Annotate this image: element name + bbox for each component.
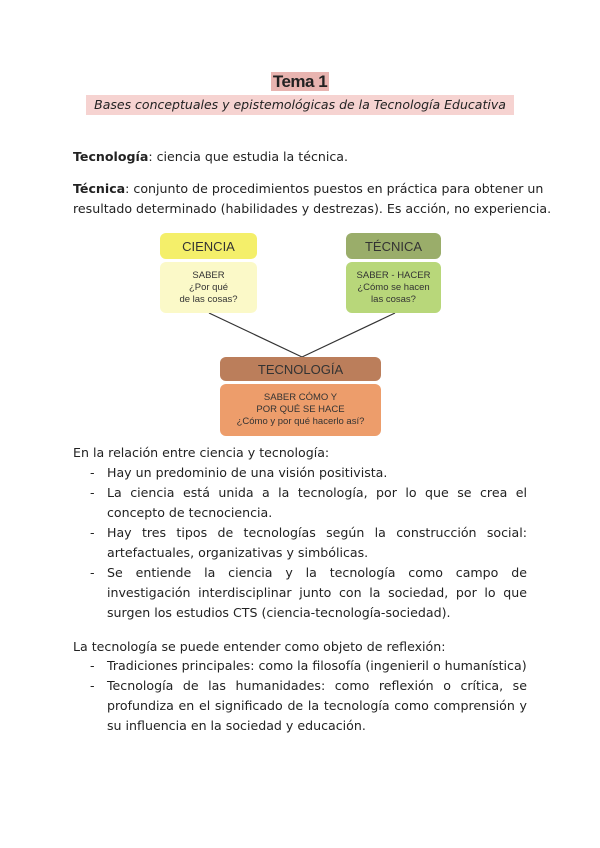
line: SABER	[192, 269, 225, 281]
page-subtitle: Bases conceptuales y epistemológicas de la Tecnología Educativa	[86, 95, 514, 115]
definition-text: : ciencia que estudia la técnica.	[148, 149, 349, 164]
definition-tecnica-cont: resultado determinado (habilidades y destrezas). Es acción, no experiencia.	[73, 201, 552, 216]
section1-intro: En la relación entre ciencia y tecnología:	[73, 445, 330, 460]
bullet: -	[90, 465, 95, 480]
bullet: -	[90, 485, 95, 500]
list-item: Tecnología de las humanidades: como reflexión o crítica, se profundiza en el significado de la tecnología como comprensión y su influencia en la sociedad y educación.	[107, 678, 527, 733]
tecnica-body	[346, 262, 441, 313]
tecnologia-body	[220, 384, 381, 436]
line: SABER CÓMO Y	[263, 392, 338, 403]
list-item: Hay tres tipos de tecnologías según la construcción social: artefactuales, organizativas y simbólicas.	[107, 525, 527, 560]
term: Tecnología	[73, 149, 149, 164]
line: POR QUÉ SE HACE	[256, 404, 345, 415]
list-item: La ciencia está unida a la tecnología, por lo que se crea el concepto de tecnociencia.	[107, 485, 527, 520]
line: ¿Por qué	[188, 281, 229, 293]
line: las cosas?	[371, 293, 416, 305]
line: ¿Cómo se hacen	[357, 281, 430, 293]
bullet: -	[90, 658, 95, 673]
bullet: -	[90, 565, 95, 580]
list-item: Hay un predominio de una visión positivista.	[107, 465, 388, 480]
bullet: -	[90, 678, 95, 693]
section2-intro: La tecnología se puede entender como objeto de reflexión:	[73, 639, 446, 654]
list-item: Se entiende la ciencia y la tecnología como campo de investigación interdisciplinar junto con la sociedad, por lo que surgen los estudios CTS (ciencia-tecnología-sociedad).	[107, 565, 527, 620]
line: ¿Cómo y por qué hacerlo así?	[236, 416, 365, 427]
title-text: Tema 1	[272, 72, 328, 91]
ciencia-header: CIENCIA	[160, 233, 257, 259]
term: Técnica	[73, 181, 126, 196]
line: SABER - HACER	[356, 269, 431, 281]
tecnica-header: TÉCNICA	[346, 233, 441, 259]
ciencia-body	[160, 262, 257, 313]
definition-text: : conjunto de procedimientos puestos en práctica para obtener un	[125, 181, 544, 196]
list-item: Tradiciones principales: como la filosofía (ingenieril o humanística)	[107, 658, 527, 673]
tecnologia-header: TECNOLOGÍA	[220, 357, 381, 381]
line: de las cosas?	[179, 293, 238, 305]
bullet: -	[90, 525, 95, 540]
